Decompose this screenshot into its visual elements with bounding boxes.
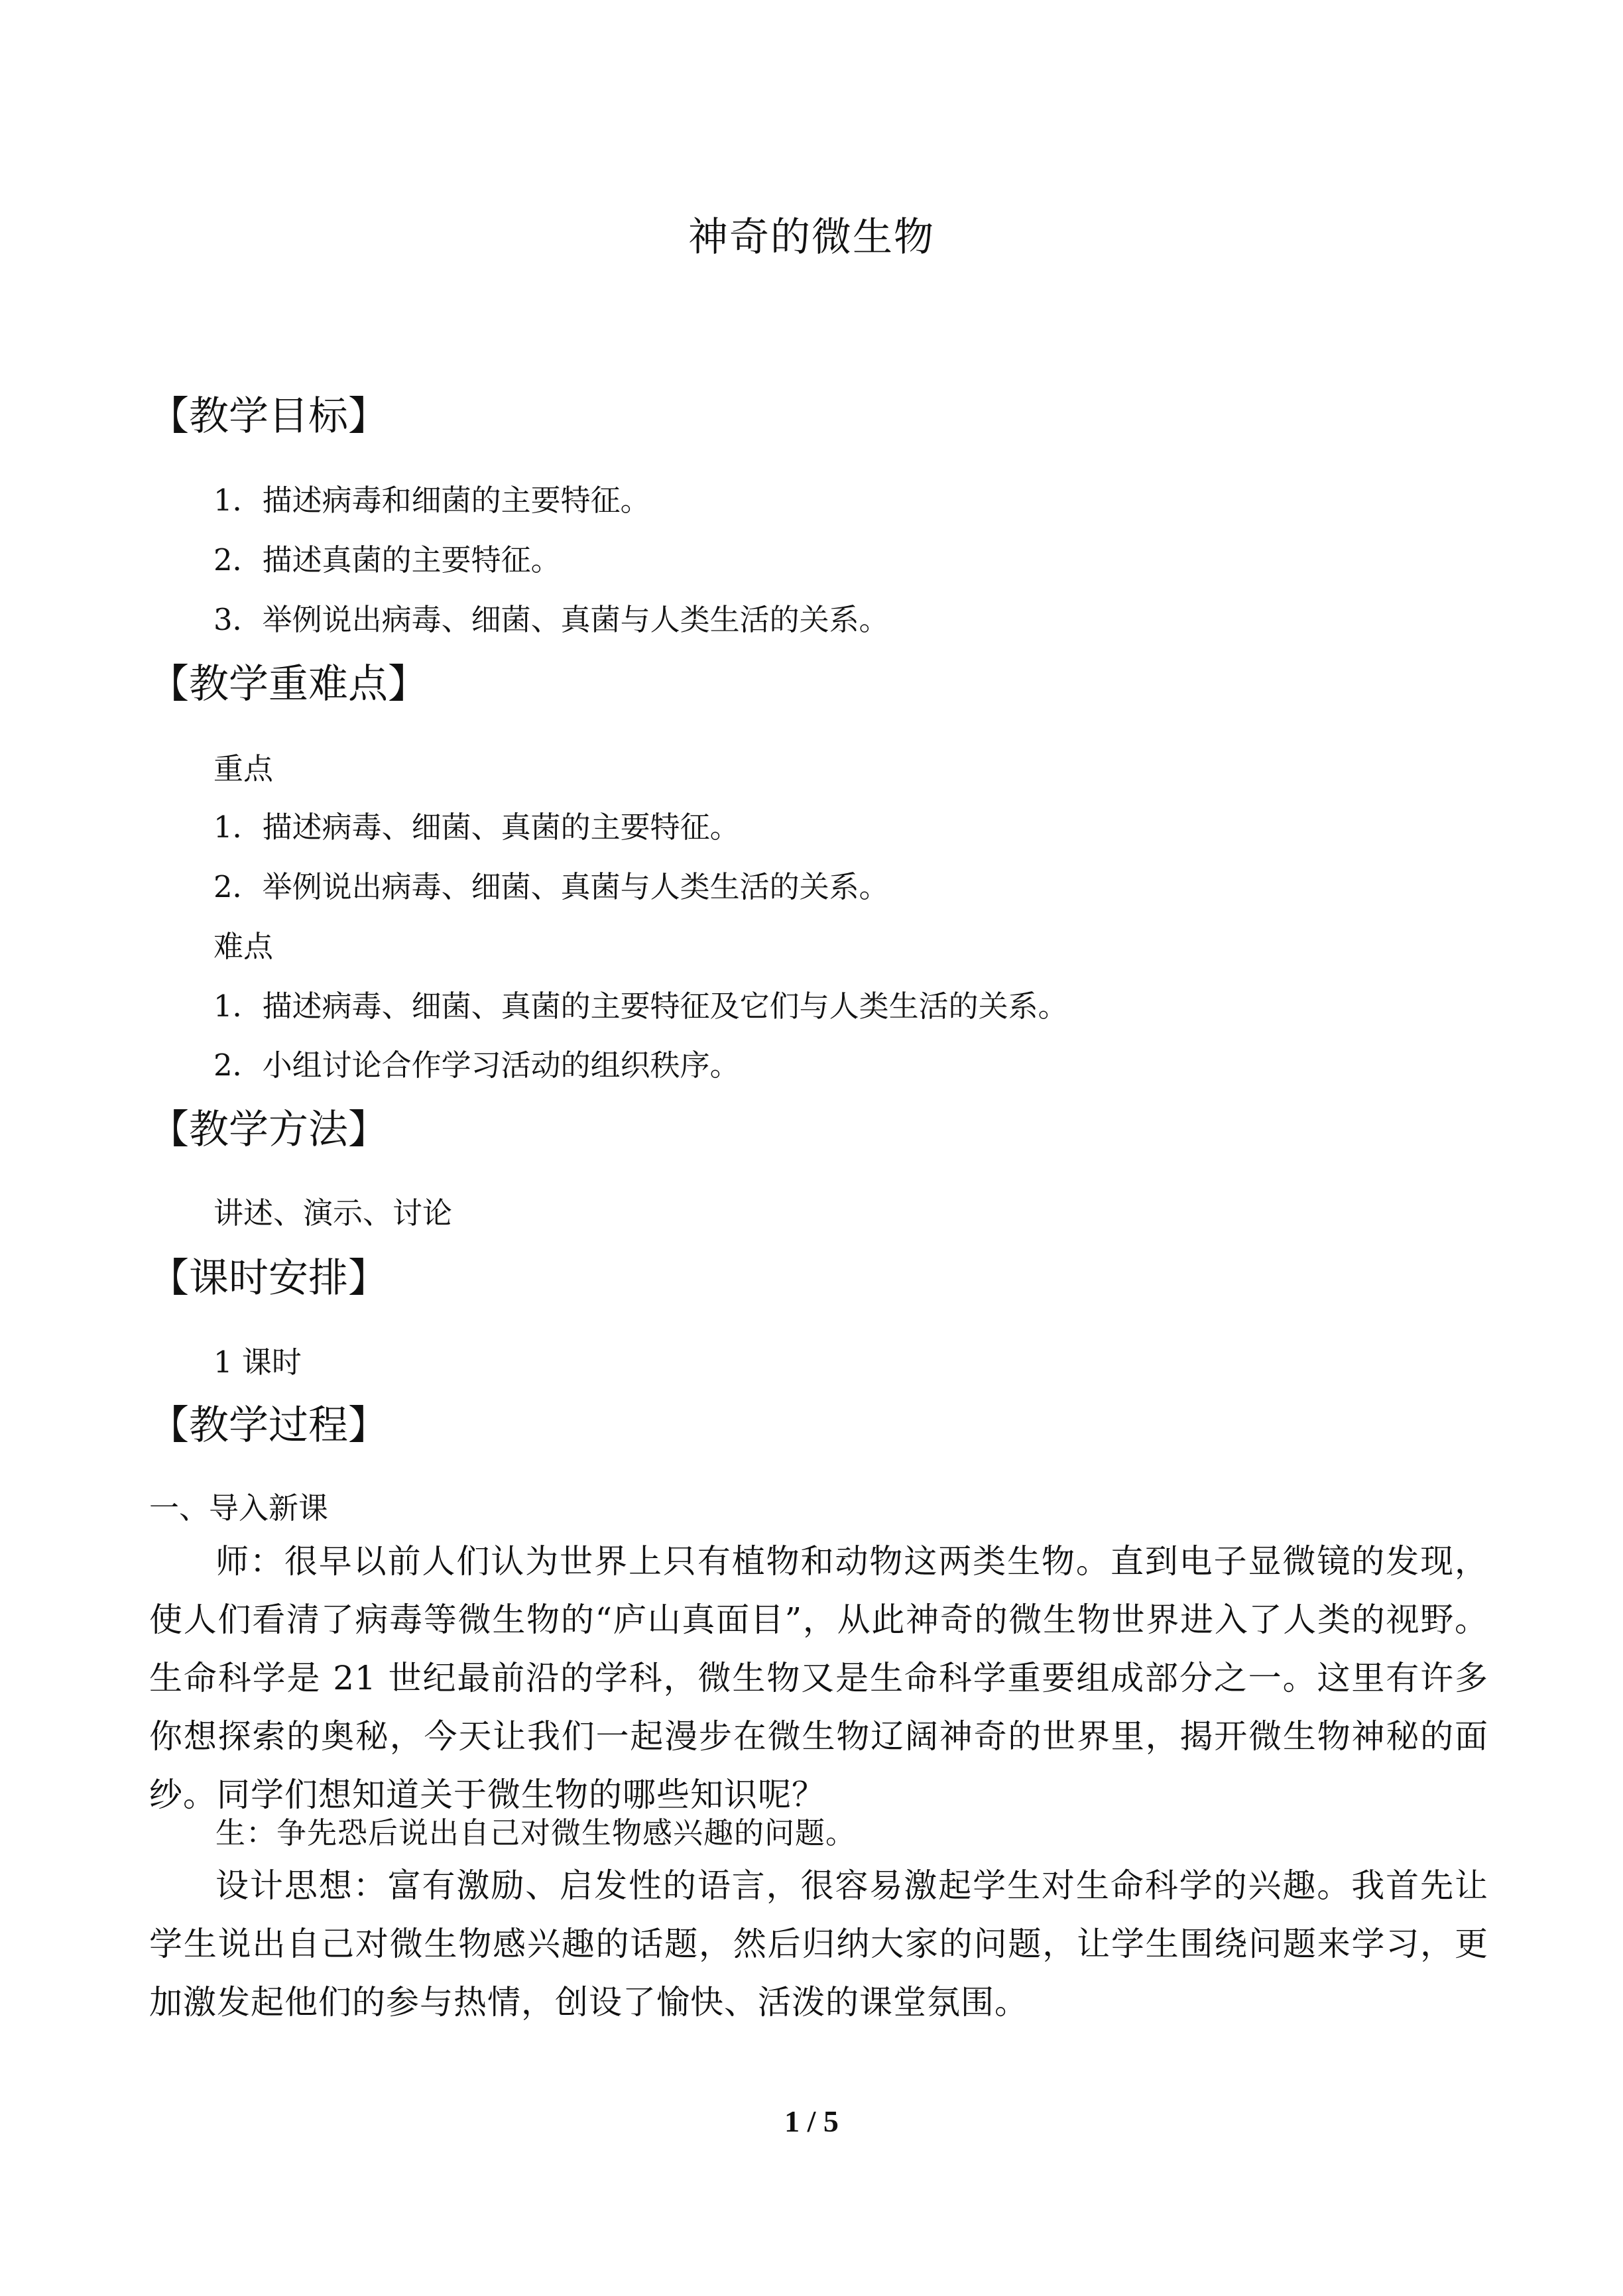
- heading-keypoints: 【教学重难点】: [149, 661, 428, 707]
- difficult-item-1: 1．描述病毒、细菌、真菌的主要特征及它们与人类生活的关系。: [213, 989, 1068, 1024]
- heading-schedule: 【课时安排】: [149, 1255, 388, 1301]
- heading-process: 【教学过程】: [149, 1402, 388, 1449]
- heading-methods: 【教学方法】: [149, 1107, 388, 1153]
- objective-item-1: 1．描述病毒和细菌的主要特征。: [213, 483, 650, 518]
- teacher-paragraph: 师：很早以前人们认为世界上只有植物和动物这两类生物。直到电子显微镜的发现，使人们看清了病毒等微生物的“庐山真面目”，从此神奇的微生物世界进入了人类的视野。生命科学是 21 世纪最前沿的学科，微生物又是生命科学重要组成部分之一。这里有许多你想探索的奥秘，今天让我们一起漫步在微生物辽阔神奇的世界里，揭开微生物神秘的面纱。同学们想知道关于微生物的哪些知识呢？: [149, 1542, 1488, 1814]
- schedule-text: 1 课时: [213, 1345, 302, 1380]
- page-number: 1 / 5: [784, 2104, 839, 2138]
- student-paragraph: 生：争先恐后说出自己对微生物感兴趣的问题。: [215, 1815, 857, 1850]
- key-label: 重点: [213, 751, 274, 786]
- objective-item-3: 3．举例说出病毒、细菌、真菌与人类生活的关系。: [213, 602, 889, 637]
- key-item-2: 2．举例说出病毒、细菌、真菌与人类生活的关系。: [213, 869, 889, 904]
- key-item-1: 1．描述病毒、细菌、真菌的主要特征。: [213, 810, 740, 845]
- objective-item-2: 2．描述真菌的主要特征。: [213, 542, 561, 577]
- difficult-label: 难点: [213, 929, 274, 964]
- difficult-item-2: 2．小组讨论合作学习活动的组织秩序。: [213, 1048, 740, 1083]
- document-title: 神奇的微生物: [688, 214, 935, 261]
- section-title: 一、导入新课: [149, 1490, 329, 1526]
- methods-text: 讲述、演示、讨论: [213, 1195, 453, 1231]
- heading-objectives: 【教学目标】: [149, 393, 388, 440]
- design-paragraph: 设计思想：富有激励、启发性的语言，很容易激起学生对生命科学的兴趣。我首先让学生说出自己对微生物感兴趣的话题，然后归纳大家的问题，让学生围绕问题来学习，更加激发起他们的参与热情，创设了愉快、活泼的课堂氛围。: [149, 1866, 1488, 2022]
